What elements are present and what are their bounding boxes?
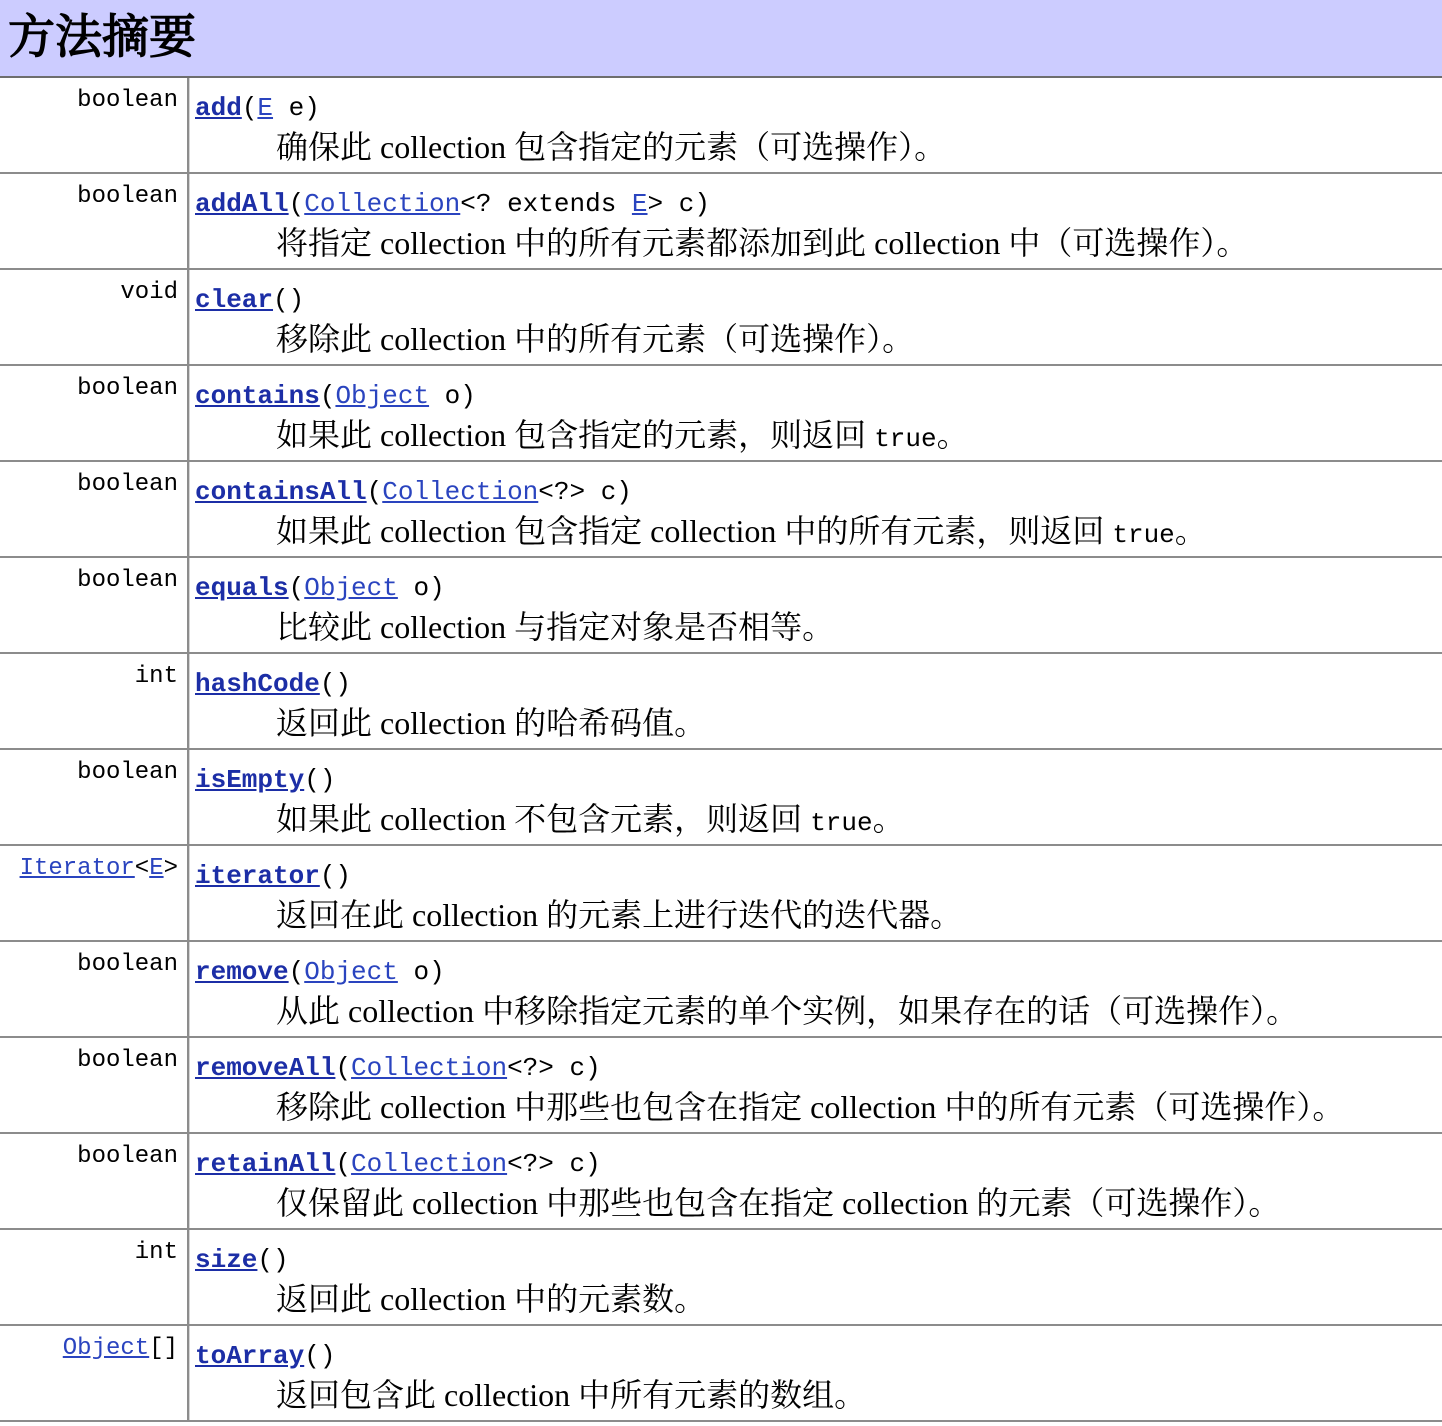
method-detail-cell	[189, 654, 1442, 748]
method-description: 返回在此 collection 的元素上进行迭代的迭代器。	[276, 897, 963, 933]
method-link-clear[interactable]: clear	[195, 285, 274, 315]
method-link-size[interactable]: size	[195, 1245, 258, 1275]
return-type-cell	[0, 654, 189, 748]
description-code: true	[874, 424, 937, 454]
return-type: boolean	[77, 1143, 178, 1170]
type-link-object[interactable]: Object	[304, 573, 398, 603]
method-link-containsall[interactable]: containsAll	[195, 477, 367, 507]
method-description: 返回此 collection 的哈希码值。	[276, 705, 707, 741]
return-type-text: <	[134, 855, 150, 882]
signature-text: ()	[304, 1341, 336, 1371]
method-description	[195, 511, 1442, 551]
signature-text: e)	[273, 93, 320, 123]
method-row-iterator	[0, 846, 1442, 942]
method-detail-cell	[189, 1134, 1442, 1228]
method-signature	[195, 860, 1442, 892]
description-text: 如果此 collection 不包含元素，则返回	[276, 801, 811, 837]
return-type: boolean	[77, 375, 178, 402]
method-row-retainall	[0, 1134, 1442, 1230]
description-text: 。	[936, 417, 969, 453]
return-type-cell	[0, 1134, 189, 1228]
method-detail-cell	[189, 270, 1442, 364]
method-signature	[195, 1148, 1442, 1180]
signature-text: (	[319, 381, 336, 411]
signature-text: <?> c)	[507, 1053, 601, 1083]
method-signature	[195, 1052, 1442, 1084]
signature-text: ()	[319, 861, 352, 891]
method-detail-cell	[189, 78, 1442, 172]
description-text: 如果此 collection 包含指定 collection 中的所有元素，则返回	[276, 513, 1113, 549]
signature-text: <?> c)	[538, 477, 632, 507]
method-detail-cell	[189, 846, 1442, 940]
return-type-cell	[0, 462, 189, 556]
description-code: true	[1112, 520, 1175, 550]
method-link-isempty[interactable]: isEmpty	[195, 765, 305, 795]
method-description: 比较此 collection 与指定对象是否相等。	[276, 609, 835, 645]
type-link-collection[interactable]: Collection	[351, 1149, 508, 1179]
method-link-hashcode[interactable]: hashCode	[195, 669, 320, 699]
method-signature	[195, 476, 1442, 508]
return-type-link-e[interactable]: E	[149, 855, 164, 882]
method-signature	[195, 92, 1442, 124]
method-link-toarray[interactable]: toArray	[195, 1341, 305, 1371]
return-type: int	[134, 663, 178, 690]
description-text: 。	[1174, 513, 1207, 549]
method-description: 将指定 collection 中的所有元素都添加到此 collection 中（可选操作）。	[276, 225, 1249, 261]
return-type-cell	[0, 846, 189, 940]
method-row-contains	[0, 366, 1442, 462]
signature-text: (	[335, 1053, 352, 1083]
return-type-cell	[0, 558, 189, 652]
return-type-cell	[0, 750, 189, 844]
method-detail-cell	[189, 1230, 1442, 1324]
method-row-remove	[0, 942, 1442, 1038]
signature-text: (	[366, 477, 383, 507]
method-signature	[195, 284, 1442, 316]
method-signature	[195, 380, 1442, 412]
signature-text: (	[288, 957, 305, 987]
method-row-removeall	[0, 1038, 1442, 1134]
method-description: 返回此 collection 中的元素数。	[276, 1281, 707, 1317]
method-detail-cell	[189, 558, 1442, 652]
method-detail-cell	[189, 174, 1442, 268]
signature-text: (	[241, 93, 258, 123]
return-type-text: []	[149, 1335, 178, 1362]
method-detail-cell	[189, 750, 1442, 844]
method-link-equals[interactable]: equals	[195, 573, 289, 603]
return-type-cell	[0, 1038, 189, 1132]
method-summary-heading: 方法摘要	[0, 0, 1442, 78]
signature-text: o)	[397, 573, 445, 603]
type-link-object[interactable]: Object	[304, 957, 398, 987]
method-link-removeall[interactable]: removeAll	[195, 1053, 336, 1083]
return-type-cell	[0, 78, 189, 172]
return-type: boolean	[77, 183, 178, 210]
method-link-contains[interactable]: contains	[195, 381, 320, 411]
method-description: 仅保留此 collection 中那些也包含在指定 collection 的元素（可选操作）。	[276, 1185, 1281, 1221]
method-detail-cell	[189, 462, 1442, 556]
signature-text: (	[288, 573, 305, 603]
description-text: 如果此 collection 包含指定的元素，则返回	[276, 417, 875, 453]
return-type-text: >	[163, 855, 178, 882]
method-description: 返回包含此 collection 中所有元素的数组。	[276, 1377, 867, 1413]
return-type-cell	[0, 1230, 189, 1324]
return-type-cell	[0, 174, 189, 268]
return-type: boolean	[77, 567, 178, 594]
signature-text: ()	[273, 285, 305, 315]
method-row-addall	[0, 174, 1442, 270]
type-link-collection[interactable]: Collection	[382, 477, 539, 507]
method-signature	[195, 956, 1442, 988]
method-description: 从此 collection 中移除指定元素的单个实例，如果存在的话（可选操作）。	[276, 993, 1299, 1029]
method-detail-cell	[189, 366, 1442, 460]
method-detail-cell	[189, 1038, 1442, 1132]
return-type-link-object[interactable]: Object	[62, 1335, 150, 1362]
return-type: boolean	[77, 759, 178, 786]
method-row-hashcode	[0, 654, 1442, 750]
method-row-size	[0, 1230, 1442, 1326]
return-type-link-iterator[interactable]: Iterator	[19, 855, 135, 882]
method-signature	[195, 188, 1442, 220]
return-type-cell	[0, 1326, 189, 1420]
method-row-equals	[0, 558, 1442, 654]
method-description	[195, 415, 1442, 455]
description-text: 。	[872, 801, 905, 837]
signature-text: (	[288, 189, 305, 219]
signature-text: > c)	[647, 189, 710, 219]
return-type: boolean	[77, 951, 178, 978]
signature-text: <? extends	[460, 189, 632, 219]
return-type: boolean	[77, 87, 178, 114]
return-type: void	[120, 279, 178, 306]
return-type: int	[134, 1239, 178, 1266]
method-detail-cell	[189, 1326, 1442, 1420]
type-link-object[interactable]: Object	[335, 381, 430, 411]
method-link-addall[interactable]: addAll	[195, 189, 289, 219]
description-code: true	[810, 808, 873, 838]
return-type: boolean	[77, 1047, 178, 1074]
signature-text: o)	[397, 957, 445, 987]
type-link-e[interactable]: E	[257, 93, 274, 123]
method-link-remove[interactable]: remove	[195, 957, 289, 987]
method-link-retainall[interactable]: retainAll	[195, 1149, 336, 1179]
method-signature	[195, 764, 1442, 796]
type-link-collection[interactable]: Collection	[351, 1053, 508, 1083]
method-description	[195, 799, 1442, 839]
method-link-add[interactable]: add	[195, 93, 242, 123]
method-row-isempty	[0, 750, 1442, 846]
signature-text: ()	[304, 765, 336, 795]
signature-text: <?> c)	[507, 1149, 601, 1179]
method-row-containsall	[0, 462, 1442, 558]
type-link-collection[interactable]: Collection	[304, 189, 461, 219]
method-link-iterator[interactable]: iterator	[195, 861, 320, 891]
method-detail-cell	[189, 942, 1442, 1036]
signature-text: ()	[319, 669, 352, 699]
return-type-cell	[0, 270, 189, 364]
method-row-add	[0, 78, 1442, 174]
signature-text: (	[335, 1149, 352, 1179]
method-row-clear	[0, 270, 1442, 366]
return-type-cell	[0, 942, 189, 1036]
type-link-e[interactable]: E	[631, 189, 648, 219]
signature-text: o)	[429, 381, 476, 411]
signature-text: ()	[257, 1245, 289, 1275]
method-signature	[195, 572, 1442, 604]
method-description: 确保此 collection 包含指定的元素（可选操作）。	[276, 129, 947, 165]
return-type: boolean	[77, 471, 178, 498]
method-description: 移除此 collection 中那些也包含在指定 collection 中的所有元素（可选操作）。	[276, 1089, 1345, 1125]
method-row-toarray	[0, 1326, 1442, 1422]
method-signature	[195, 668, 1442, 700]
method-signature	[195, 1340, 1442, 1372]
method-description: 移除此 collection 中的所有元素（可选操作）。	[276, 321, 915, 357]
method-signature	[195, 1244, 1442, 1276]
return-type-cell	[0, 366, 189, 460]
